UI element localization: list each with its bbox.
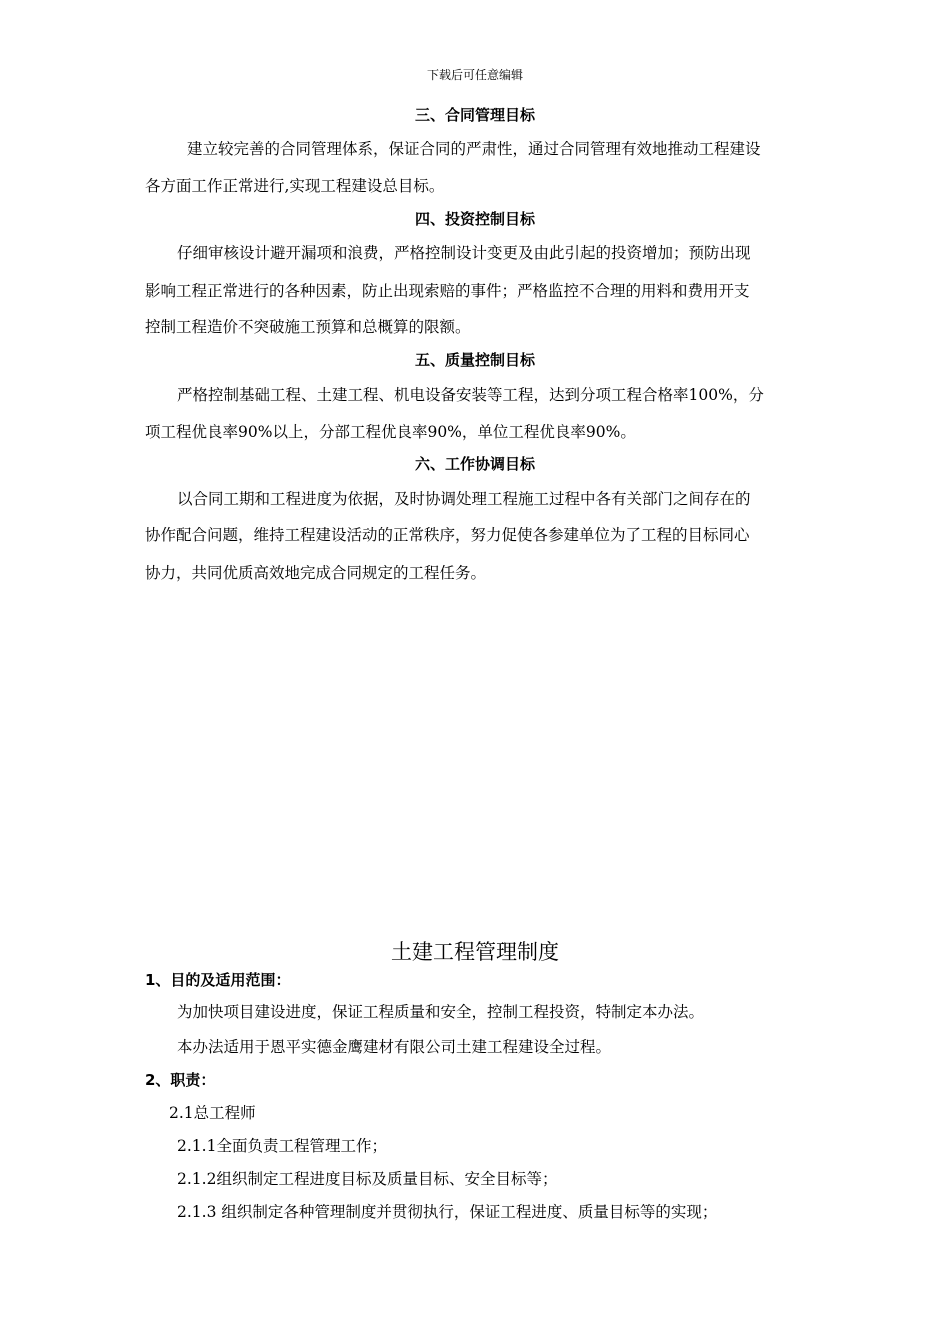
- paragraph-line: 本办法适用于恩平实德金鹰建材有限公司土建工程建设全过程。: [177, 1038, 612, 1056]
- paragraph-line: 为加快项目建设进度，保证工程质量和安全，控制工程投资，特制定本办法。: [177, 1003, 705, 1021]
- document-title: 土建工程管理制度: [391, 940, 559, 964]
- paragraph-line: 严格控制基础工程、土建工程、机电设备安装等工程，达到分项工程合格率100%，分: [177, 386, 764, 404]
- paragraph-line: 2.1.1全面负责工程管理工作；: [177, 1137, 387, 1155]
- section-heading-quality: 五、质量控制目标: [414, 351, 535, 369]
- paragraph-line: 2.1总工程师: [169, 1104, 256, 1122]
- section-heading-coordination: 六、工作协调目标: [414, 455, 535, 473]
- section-heading-investment: 四、投资控制目标: [414, 210, 535, 228]
- section-heading-contract: 三、合同管理目标: [414, 106, 535, 124]
- part-heading-purpose: 1、目的及适用范围：: [145, 971, 291, 989]
- paragraph-line: 2.1.3 组织制定各种管理制度并贯彻执行，保证工程进度、质量目标等的实现；: [177, 1203, 718, 1221]
- paragraph-line: 协力，共同优质高效地完成合同规定的工程任务。: [145, 564, 487, 582]
- paragraph-line: 影响工程正常进行的各种因素，防止出现索赔的事件；严格监控不合理的用料和费用开支: [145, 282, 750, 300]
- paragraph-line: 各方面工作正常进行,实现工程建设总目标。: [145, 177, 445, 195]
- part-heading-duties: 2、职责：: [145, 1071, 216, 1089]
- paragraph-line: 仔细审核设计避开漏项和浪费，严格控制设计变更及由此引起的投资增加；预防出现: [177, 244, 751, 262]
- paragraph-line: 建立较完善的合同管理体系，保证合同的严肃性，通过合同管理有效地推动工程建设: [187, 140, 761, 158]
- paragraph-line: 以合同工期和工程进度为依据，及时协调处理工程施工过程中各有关部门之间存在的: [177, 490, 751, 508]
- paragraph-line: 2.1.2组织制定工程进度目标及质量目标、安全目标等；: [177, 1170, 558, 1188]
- paragraph-line: 控制工程造价不突破施工预算和总概算的限额。: [145, 318, 471, 336]
- paragraph-line: 项工程优良率90%以上，分部工程优良率90%，单位工程优良率90%。: [145, 423, 636, 441]
- paragraph-line: 协作配合问题，维持工程建设活动的正常秩序，努力促使各参建单位为了工程的目标同心: [145, 526, 750, 544]
- page-header: 下载后可任意编辑: [426, 68, 523, 82]
